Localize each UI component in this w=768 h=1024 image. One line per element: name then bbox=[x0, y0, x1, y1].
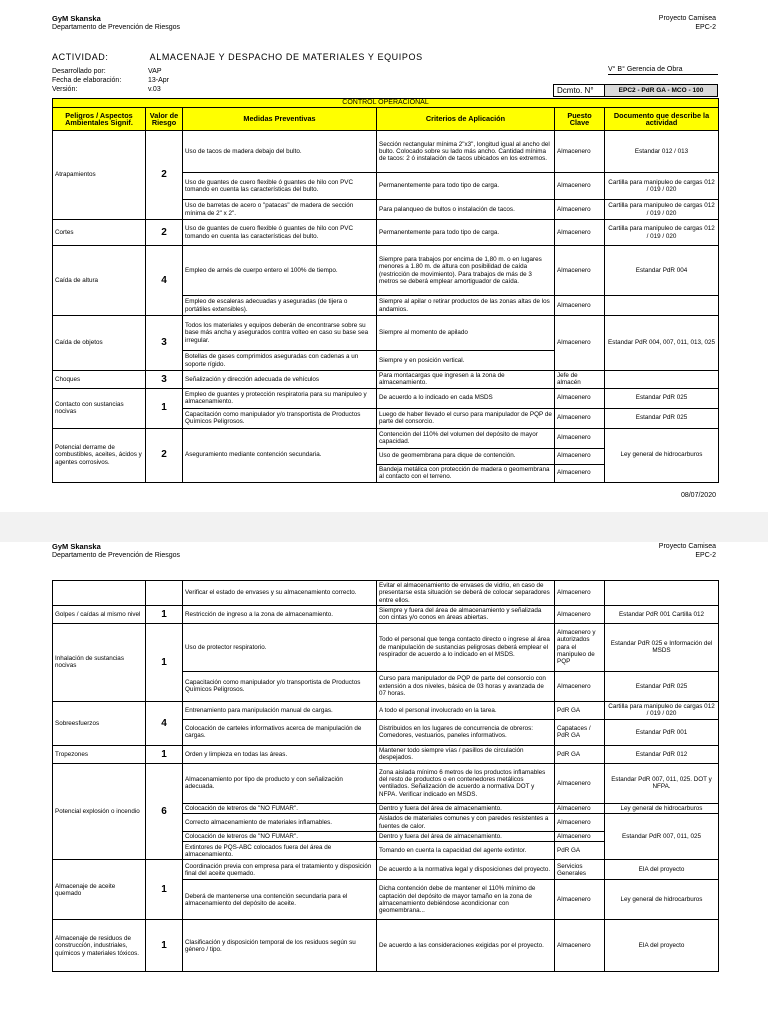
criteria-cell: Dicha contención debe de mantener el 110% mínimo de captación del depósito de mayor tamaño en la zona de almacenamiento debiéndose acondicionar con geomembrana... bbox=[377, 880, 555, 920]
column-header: Valor de Riesgo bbox=[146, 108, 183, 131]
project-code: EPC-2 bbox=[695, 24, 716, 31]
post-cell: PdR GA bbox=[555, 842, 605, 860]
header-left bbox=[52, 14, 180, 32]
document-number-value: EPC2 - PdR GA - MCO - 100 bbox=[605, 85, 717, 96]
hazard-cell: Tropezones bbox=[53, 745, 146, 763]
table-row bbox=[53, 623, 719, 671]
post-cell: Almacenero bbox=[555, 763, 605, 803]
document-number-box bbox=[553, 84, 718, 97]
hazard-cell: Contacto con sustancias nocivas bbox=[53, 388, 146, 428]
post-cell: Almacenero bbox=[555, 246, 605, 296]
doc-cell: Cartilla para manipuleo de cargas 012 / 019 / 020 bbox=[605, 173, 719, 200]
post-cell: Almacenero bbox=[555, 316, 605, 371]
table-row bbox=[53, 605, 719, 623]
criteria-cell: Uso de geomembrana para dique de contención. bbox=[377, 448, 555, 464]
doc-cell: Estandar PdR 004 bbox=[605, 246, 719, 296]
hazard-cell: Choques bbox=[53, 371, 146, 389]
doc-cell: Cartilla para manipuleo de cargas 012 / 019 / 020 bbox=[605, 200, 719, 220]
measure-cell: Orden y limpieza en todas las áreas. bbox=[183, 745, 377, 763]
table-row bbox=[53, 428, 719, 448]
measure-cell: Clasificación y disposición temporal de los residuos según su género / tipo. bbox=[183, 920, 377, 972]
criteria-cell: Curso para manipulador de PQP de parte del consorcio con extensión a dos niveles, básica de 03 horas y avanzada de 07 horas. bbox=[377, 671, 555, 701]
criteria-cell: Siempre y fuera del área de almacenamiento y señalizada con cintas y/o conos en áreas abiertas. bbox=[377, 605, 555, 623]
measure-cell: Empleo de escaleras adecuadas y aseguradas (de tijera o portátiles extensibles). bbox=[183, 296, 377, 316]
post-cell: Almacenero bbox=[555, 408, 605, 428]
criteria-cell: Permanentemente para todo tipo de carga. bbox=[377, 173, 555, 200]
risk-value: 3 bbox=[146, 371, 183, 389]
measure-cell: Empleo de arnés de cuerpo entero el 100% de tiempo. bbox=[183, 246, 377, 296]
hazard-cell bbox=[53, 581, 146, 606]
measure-cell: Colocación de letreros de "NO FUMAR". bbox=[183, 832, 377, 842]
criteria-cell: Siempre al apilar o retirar productos de las zonas altas de los andamios. bbox=[377, 296, 555, 316]
criteria-cell: De acuerdo a las consideraciones exigidas por el proyecto. bbox=[377, 920, 555, 972]
criteria-cell: De acuerdo a la normativa legal y disposiciones del proyecto. bbox=[377, 860, 555, 880]
measure-cell: Uso de guantes de cuero flexible ó guantes de hilo con PVC tomando en cuenta las características del bulto. bbox=[183, 220, 377, 246]
post-cell: Almacenero bbox=[555, 803, 605, 813]
doc-cell: EIA del proyecto bbox=[605, 920, 719, 972]
measure-cell: Uso de barretas de acero o "patacas" de madera de sección mínima de 2" x 2". bbox=[183, 200, 377, 220]
project-name: Proyecto Camisea bbox=[658, 543, 716, 550]
doc-cell bbox=[605, 371, 719, 389]
risk-value: 2 bbox=[146, 131, 183, 220]
doc-cell: Estandar PdR 001 Cartilla 012 bbox=[605, 605, 719, 623]
page-gap bbox=[0, 512, 768, 542]
risk-value: 1 bbox=[146, 860, 183, 920]
column-header: Puesto Clave bbox=[555, 108, 605, 131]
risk-value: 3 bbox=[146, 316, 183, 371]
doc-cell: Cartilla para manipuleo de cargas 012 / 019 / 020 bbox=[605, 701, 719, 719]
page-2 bbox=[0, 542, 768, 1024]
risk-value: 4 bbox=[146, 246, 183, 316]
department-name: Departamento de Prevención de Riesgos bbox=[52, 552, 181, 559]
doc-cell: Estandar PdR 025 bbox=[605, 388, 719, 408]
post-cell: Almacenero bbox=[555, 428, 605, 448]
hazard-cell: Inhalación de sustancias nocivas bbox=[53, 623, 146, 701]
post-cell: Almacenero bbox=[555, 880, 605, 920]
column-header: Peligros / Aspectos Ambientales Signif. bbox=[53, 108, 146, 131]
post-cell: Almacenero bbox=[555, 388, 605, 408]
table-row bbox=[53, 763, 719, 803]
criteria-cell: Dentro y fuera del área de almacenamiento. bbox=[377, 803, 555, 813]
measure-cell: Señalización y dirección adecuada de vehículos bbox=[183, 371, 377, 389]
criteria-cell: Sección rectangular mínima 2"x3", longitud igual al ancho del bulto. Colocado sobre su lado más ancho. Cantidad mínima de tacos: 2 ó instalación de tacos ubicados en los extremos. bbox=[377, 131, 555, 173]
meta-key: Desarrollado por: bbox=[52, 68, 106, 75]
measure-cell: Uso de guantes de cuero flexible ó guantes de hilo con PVC tomando en cuenta las características del bulto. bbox=[183, 173, 377, 200]
doc-cell: Estandar PdR 004, 007, 011, 013, 025 bbox=[605, 316, 719, 371]
post-cell: Almacenero bbox=[555, 464, 605, 482]
risk-value: 1 bbox=[146, 745, 183, 763]
post-cell: Almacenero bbox=[555, 220, 605, 246]
table-row bbox=[53, 316, 719, 351]
post-cell: Almacenero bbox=[555, 448, 605, 464]
post-cell: Almacenero bbox=[555, 131, 605, 173]
measure-cell: Uso de protector respiratorio. bbox=[183, 623, 377, 671]
doc-cell: Estandar PdR 025 bbox=[605, 671, 719, 701]
doc-cell bbox=[605, 296, 719, 316]
hazard-cell: Potencial explosión o incendio bbox=[53, 763, 146, 860]
criteria-cell: Para montacargas que ingresen a la zona de almacenamiento. bbox=[377, 371, 555, 389]
risk-value: 1 bbox=[146, 388, 183, 428]
doc-cell: Ley general de hidrocarburos bbox=[605, 428, 719, 482]
hazard-cell: Caída de objetos bbox=[53, 316, 146, 371]
criteria-cell: De acuerdo a lo indicado en cada MSDS bbox=[377, 388, 555, 408]
control-table-page-2 bbox=[52, 580, 719, 972]
criteria-cell: Zona aislada mínimo 6 metros de los productos inflamables del resto de productos o en contenedores metálicos ventilados. Señalización de acuerdo a normativa DOT y NFPA. Verificar indicado en MSDS. bbox=[377, 763, 555, 803]
criteria-cell: Siempre para trabajos por encima de 1,80 m. o en lugares menores a 1.80 m. de altura con posibilidad de caída (restricción de movimiento). Para trabajos de más de 3 metros se deberá emplear amortiguador de caída. bbox=[377, 246, 555, 296]
meta-block bbox=[52, 67, 169, 94]
table-row bbox=[53, 246, 719, 296]
table-row bbox=[53, 860, 719, 880]
header-right bbox=[659, 542, 716, 560]
criteria-cell: Evitar el almacenamiento de envases de vidrio, en caso de presentarse esta situación se deberá de colocar separadores entre ellos. bbox=[377, 581, 555, 606]
page-date: 08/07/2020 bbox=[680, 492, 716, 499]
doc-cell: Estandar PdR 001 bbox=[605, 719, 719, 745]
criteria-cell: Permanentemente para todo tipo de carga. bbox=[377, 220, 555, 246]
criteria-cell: Tomando en cuenta la capacidad del agente extintor. bbox=[377, 842, 555, 860]
hazard-cell: Almacenaje de aceite quemado bbox=[53, 860, 146, 920]
risk-value: 1 bbox=[146, 605, 183, 623]
approval-signature-line: V° B° Gerencia de Obra bbox=[608, 66, 718, 75]
table-row bbox=[53, 920, 719, 972]
post-cell: Almacenero bbox=[555, 581, 605, 606]
table-row bbox=[53, 371, 719, 389]
measure-cell: Empleo de guantes y protección respiratoria para su manipuleo y almacenamiento. bbox=[183, 388, 377, 408]
column-header: Medidas Preventivas bbox=[183, 108, 377, 131]
post-cell: Almacenero bbox=[555, 832, 605, 842]
criteria-cell: Luego de haber llevado el curso para manipulador de PQP de parte del consorcio. bbox=[377, 408, 555, 428]
hazard-cell: Potencial derrame de combustibles, aceites, ácidos y agentes corrosivos. bbox=[53, 428, 146, 482]
meta-value: 13-Apr bbox=[148, 77, 170, 84]
document-number-label: Dcmto. N° bbox=[554, 85, 605, 96]
company-name: GyM Skanska bbox=[52, 542, 101, 551]
activity-label: ACTIVIDAD: bbox=[52, 52, 109, 62]
doc-cell: EIA del proyecto bbox=[605, 860, 719, 880]
header-right bbox=[659, 14, 716, 32]
risk-value: 2 bbox=[146, 220, 183, 246]
table-row bbox=[53, 581, 719, 606]
risk-value bbox=[146, 581, 183, 606]
measure-cell: Aseguramiento mediante contención secundaria. bbox=[183, 428, 377, 482]
post-cell: Almacenero bbox=[555, 200, 605, 220]
table-row bbox=[53, 701, 719, 719]
criteria-cell: Siempre y en posición vertical. bbox=[377, 351, 555, 371]
doc-cell: Estandar PdR 025 e Información del MSDS bbox=[605, 623, 719, 671]
department-name: Departamento de Prevención de Riesgos bbox=[52, 24, 181, 31]
post-cell: Almacenero bbox=[555, 605, 605, 623]
post-cell: Almacenero bbox=[555, 814, 605, 832]
measure-cell: Botellas de gases comprimidos aseguradas con cadenas a un soporte rígido. bbox=[183, 351, 377, 371]
criteria-cell: Distribuidos en los lugares de concurrencia de obreros: Comedores, vestuarios, paneles informativos. bbox=[377, 719, 555, 745]
measure-cell: Coordinación previa con empresa para el tratamiento y disposición final del aceite quemado. bbox=[183, 860, 377, 880]
criteria-cell: Dentro y fuera del área de almacenamiento. bbox=[377, 832, 555, 842]
post-cell: Almacenero bbox=[555, 296, 605, 316]
measure-cell: Restricción de ingreso a la zona de almacenamiento. bbox=[183, 605, 377, 623]
table-row bbox=[53, 388, 719, 408]
risk-value: 2 bbox=[146, 428, 183, 482]
measure-cell: Correcto almacenamiento de materiales inflamables. bbox=[183, 814, 377, 832]
hazard-cell: Caída de altura bbox=[53, 246, 146, 316]
doc-cell: Ley general de hidrocarburos bbox=[605, 803, 719, 813]
post-cell: Almacenero y autorizados para el manipuleo de PQP bbox=[555, 623, 605, 671]
hazard-cell: Sobreesfuerzos bbox=[53, 701, 146, 745]
measure-cell: Deberá de mantenerse una contención secundaria para el almacenamiento del depósito de aceite. bbox=[183, 880, 377, 920]
risk-value: 1 bbox=[146, 623, 183, 701]
company-name: GyM Skanska bbox=[52, 14, 101, 23]
hazard-cell: Cortes bbox=[53, 220, 146, 246]
doc-cell bbox=[605, 581, 719, 606]
criteria-cell: Bandeja metálica con protección de madera o geomembrana al contacto con el terreno. bbox=[377, 464, 555, 482]
measure-cell: Colocación de letreros de "NO FUMAR". bbox=[183, 803, 377, 813]
criteria-cell: Aislados de materiales comunes y con paredes resistentes a fuentes de calor. bbox=[377, 814, 555, 832]
hazard-cell: Almacenaje de residuos de construcción, industriales, químicos y materiales tóxicos. bbox=[53, 920, 146, 972]
table-row bbox=[53, 131, 719, 173]
hazard-cell: Golpes / caídas al mismo nivel bbox=[53, 605, 146, 623]
header-left bbox=[52, 542, 180, 560]
doc-cell: Estandar PdR 007, 011, 025. DOT y NFPA. bbox=[605, 763, 719, 803]
risk-value: 1 bbox=[146, 920, 183, 972]
activity-row bbox=[52, 52, 423, 62]
doc-cell: Estandar PdR 025 bbox=[605, 408, 719, 428]
column-header: Criterios de Aplicación bbox=[377, 108, 555, 131]
post-cell: PdR GA bbox=[555, 701, 605, 719]
measure-cell: Verificar el estado de envases y su almacenamiento correcto. bbox=[183, 581, 377, 606]
post-cell: Capataces / PdR GA bbox=[555, 719, 605, 745]
doc-cell: Ley general de hidrocarburos bbox=[605, 880, 719, 920]
meta-value: VAP bbox=[148, 68, 162, 75]
criteria-cell: Siempre al momento de apilado bbox=[377, 316, 555, 351]
activity-value: ALMACENAJE Y DESPACHO DE MATERIALES Y EQUIPOS bbox=[149, 52, 423, 62]
column-header: Documento que describe la actividad bbox=[605, 108, 719, 131]
criteria-cell: Mantener todo siempre vías / pasillos de circulación despejados. bbox=[377, 745, 555, 763]
hazard-cell: Atrapamientos bbox=[53, 131, 146, 220]
post-cell: Almacenero bbox=[555, 671, 605, 701]
risk-value: 6 bbox=[146, 763, 183, 860]
post-cell: PdR GA bbox=[555, 745, 605, 763]
criteria-cell: Contención del 110% del volumen del depósito de mayor capacidad. bbox=[377, 428, 555, 448]
post-cell: Jefe de almacén bbox=[555, 371, 605, 389]
doc-cell: Estandar PdR 012 bbox=[605, 745, 719, 763]
criteria-cell: Para palanqueo de bultos o instalación de tacos. bbox=[377, 200, 555, 220]
table-row bbox=[53, 220, 719, 246]
project-name: Proyecto Camisea bbox=[658, 15, 716, 22]
criteria-cell: Todo el personal que tenga contacto directo o ingrese al área de manipulación de sustancias peligrosas deberá emplear el respirador de acuerdo a lo indicado en el MSDS. bbox=[377, 623, 555, 671]
table-title: CONTROL OPERACIONAL bbox=[53, 99, 719, 108]
measure-cell: Colocación de carteles informativos acerca de manipulación de cargas. bbox=[183, 719, 377, 745]
criteria-cell: A todo el personal involucrado en la tarea. bbox=[377, 701, 555, 719]
meta-key: Versión: bbox=[52, 86, 78, 93]
measure-cell: Extintores de PQS-ABC colocados fuera del área de almacenamiento. bbox=[183, 842, 377, 860]
table-row bbox=[53, 745, 719, 763]
doc-cell: Estandar PdR 007, 011, 025 bbox=[605, 814, 719, 860]
post-cell: Servicios Generales bbox=[555, 860, 605, 880]
measure-cell: Entrenamiento para manipulación manual de cargas. bbox=[183, 701, 377, 719]
meta-key: Fecha de elaboración: bbox=[52, 77, 122, 84]
measure-cell: Uso de tacos de madera debajo del bulto. bbox=[183, 131, 377, 173]
project-code: EPC-2 bbox=[695, 552, 716, 559]
post-cell: Almacenero bbox=[555, 920, 605, 972]
control-table-page-1 bbox=[52, 98, 719, 483]
measure-cell: Todos los materiales y equipos deberán de encontrarse sobre su base más ancha y asegurados contra volteo en caso su base sea irregular. bbox=[183, 316, 377, 351]
risk-value: 4 bbox=[146, 701, 183, 745]
post-cell: Almacenero bbox=[555, 173, 605, 200]
meta-value: v.03 bbox=[148, 86, 161, 93]
measure-cell: Capacitación como manipulador y/o transportista de Productos Químicos Peligrosos. bbox=[183, 671, 377, 701]
doc-cell: Estandar 012 / 013 bbox=[605, 131, 719, 173]
measure-cell: Capacitación como manipulador y/o transportista de Productos Químicos Peligrosos. bbox=[183, 408, 377, 428]
doc-cell: Cartilla para manipuleo de cargas 012 / 019 / 020 bbox=[605, 220, 719, 246]
measure-cell: Almacenamiento por tipo de producto y con señalización adecuada. bbox=[183, 763, 377, 803]
